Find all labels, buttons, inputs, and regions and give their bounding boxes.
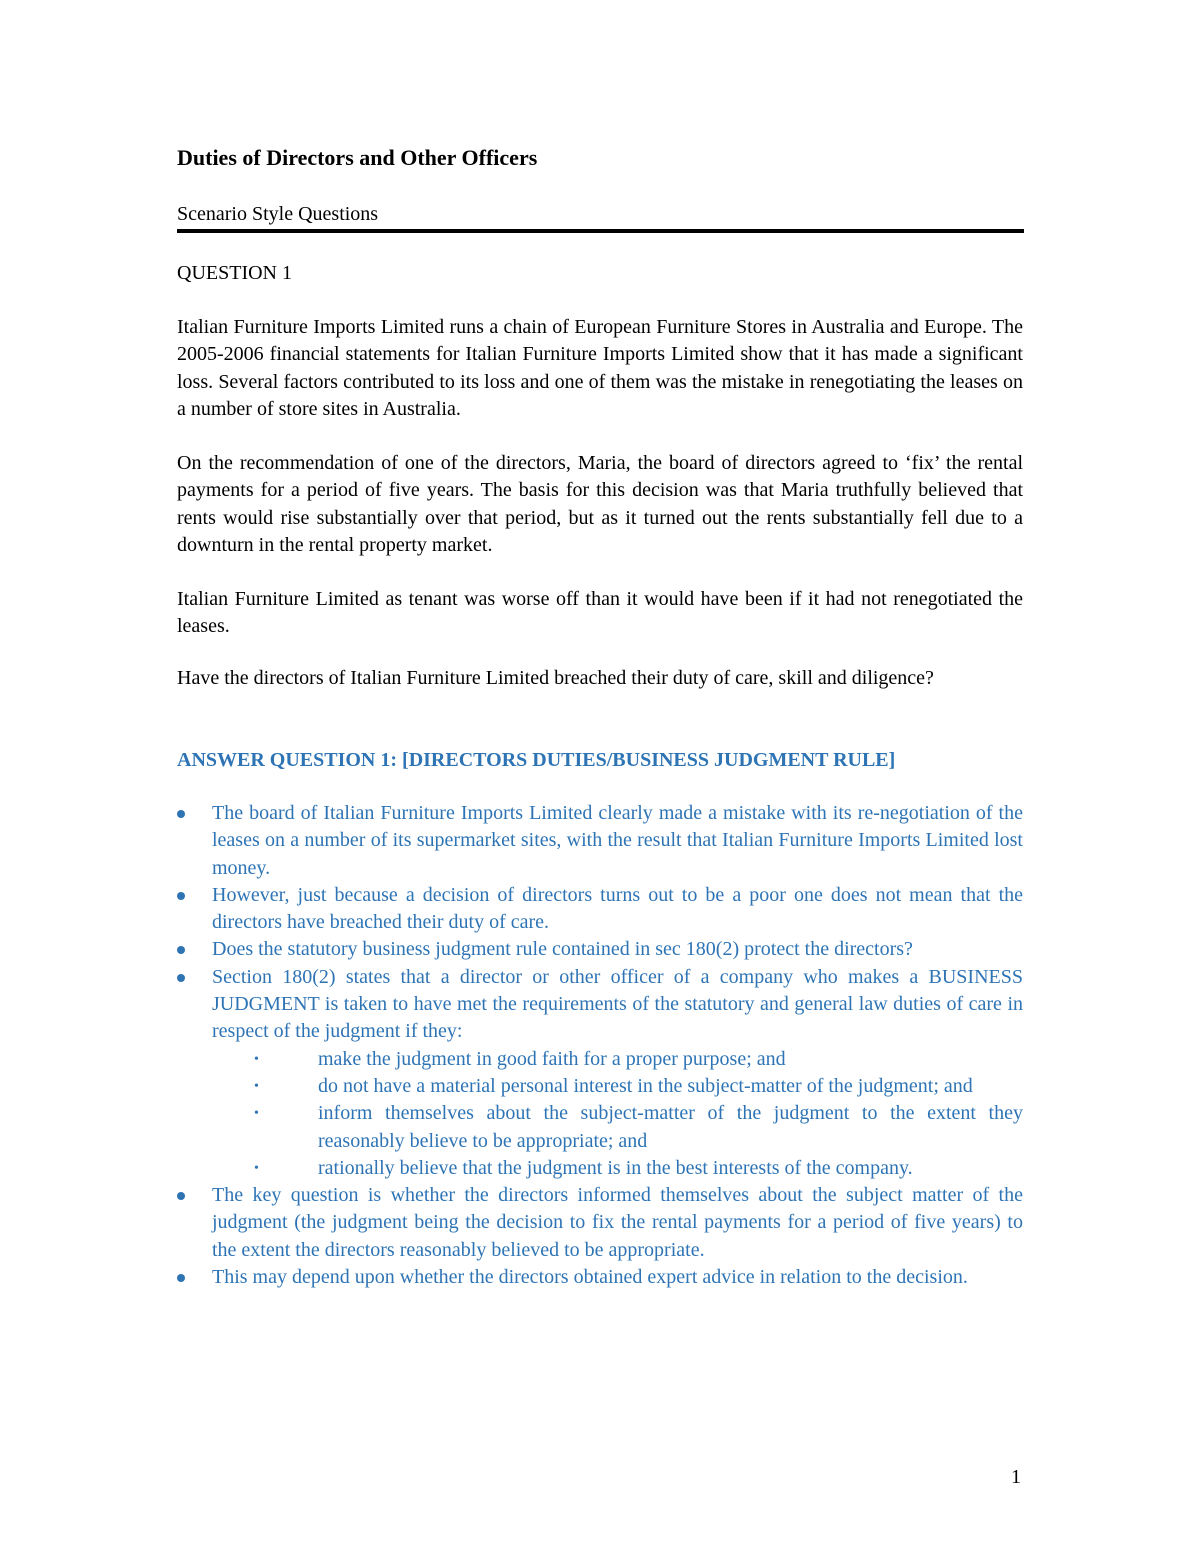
sub-point-text: rationally believe that the judgment is in the best interests of the company. [318,1156,913,1179]
bullet-icon [177,892,185,900]
question-paragraph: Italian Furniture Limited as tenant was worse off than it would have been if it had not renegotiated the leases. [177,588,1023,638]
answer-heading: ANSWER QUESTION 1: [DIRECTORS DUTIES/BUSINESS JUDGMENT RULE] [177,749,896,771]
answer-point-text: Does the statutory business judgment rule contained in sec 180(2) protect the directors? [212,938,913,961]
bullet-icon [177,1192,185,1200]
sub-bullet-icon: • [254,1078,259,1094]
sub-point-text: make the judgment in good faith for a proper purpose; and [318,1047,786,1070]
bullet-icon [177,974,185,982]
bullet-icon [177,946,185,954]
sub-point [212,1100,1023,1155]
bullet-icon [177,1274,185,1282]
answer-point [177,936,1023,963]
answer-point-text: Section 180(2) states that a director or other officer of a company who makes a BUSINESS JUDGMENT is taken to have met the requirements of the statutory and general law duties of care in respect of the judgment if they: [212,965,1023,1043]
answer-point [177,1264,1023,1291]
answer-point-text: The board of Italian Furniture Imports Limited clearly made a mistake with its re-negotiation of the leases on a number of its supermarket sites, with the result that Italian Furniture Imports Limited lost money. [212,802,1023,879]
sub-point [212,1073,1023,1100]
bullet-icon [177,810,185,818]
question-paragraph: On the recommendation of one of the directors, Maria, the board of directors agreed to ‘fix’ the rental payments for a period of five years. The basis for this decision was that Maria truthfully believed that rents would rise substantially over that period, but as it turned out the rents substantially fell due to a downturn in the rental property market. [177,452,1023,556]
page-number: 1 [1011,1466,1021,1488]
sub-point-text: inform themselves about the subject-matter of the judgment to the extent they reasonably believe to be appropriate; and [318,1102,1023,1152]
question-heading: QUESTION 1 [177,262,292,284]
answer-list [177,800,1023,1291]
sub-bullet-icon: • [254,1051,259,1067]
answer-point-text: This may depend upon whether the directors obtained expert advice in relation to the decision. [212,1266,968,1289]
answer-point-text: The key question is whether the directors informed themselves about the subject matter of the judgment (the judgment being the decision to fix the rental payments for a period of five years) to the extent the directors reasonably believed to be appropriate. [212,1184,1023,1261]
sub-point [212,1155,1023,1182]
heading-divider [177,229,1024,233]
answer-point [177,882,1023,937]
answer-point [177,800,1023,882]
business-judgment-requirements [212,1046,1023,1182]
question-prompt: Have the directors of Italian Furniture Limited breached their duty of care, skill and diligence? [177,667,934,689]
answer-point-text: However, just because a decision of directors turns out to be a poor one does not mean that the directors have breached their duty of care. [212,883,1023,934]
sub-bullet-icon: • [254,1160,259,1176]
sub-point [212,1046,1023,1073]
answer-point [177,964,1023,1182]
question-paragraph: Italian Furniture Imports Limited runs a chain of European Furniture Stores in Australia and Europe. The 2005-2006 financial statements for Italian Furniture Imports Limited show that it has made a significant loss. Several factors contributed to its loss and one of them was the mistake in renegotiating the leases on a number of store sites in Australia. [177,316,1023,420]
sub-point-text: do not have a material personal interest in the subject-matter of the judgment; and [318,1074,973,1097]
answer-point [177,1182,1023,1264]
document-title: Duties of Directors and Other Officers [177,145,538,170]
document-subtitle: Scenario Style Questions [177,203,379,225]
sub-bullet-icon: • [254,1106,259,1122]
